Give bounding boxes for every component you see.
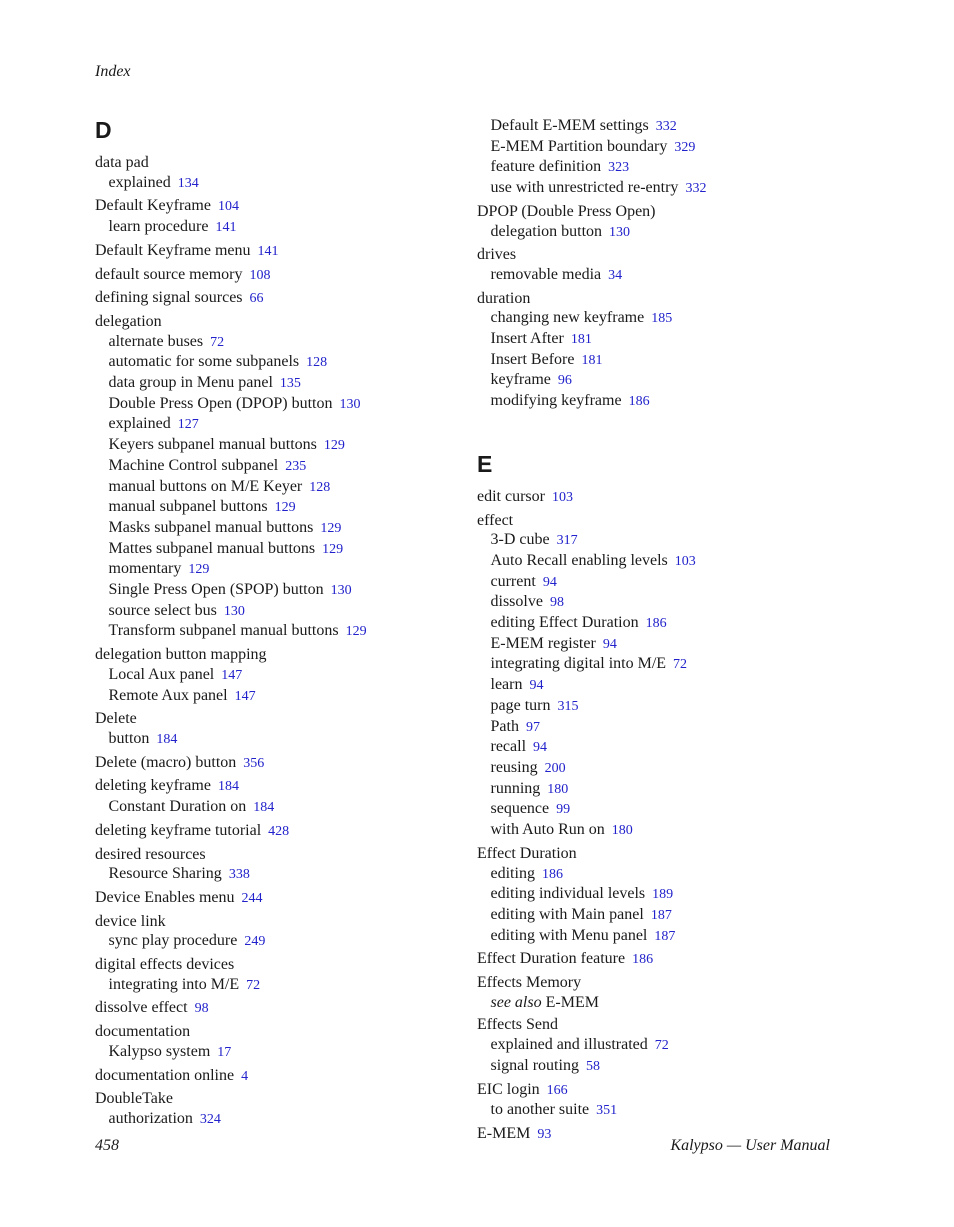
index-subentry xyxy=(477,799,827,820)
subentry-term: running xyxy=(490,779,541,797)
page-reference-link[interactable]: 98 xyxy=(549,595,564,611)
index-subentry xyxy=(95,217,445,238)
index-subentry xyxy=(477,551,827,572)
page-reference-link[interactable]: 94 xyxy=(542,574,557,590)
index-subentry xyxy=(477,1056,827,1077)
index-subentry xyxy=(477,530,827,551)
index-subentry xyxy=(95,1109,445,1130)
index-entry xyxy=(95,998,445,1019)
index-continuation xyxy=(477,116,827,199)
index-main-term xyxy=(95,709,445,729)
subentry-term: to another suite xyxy=(490,1101,590,1119)
main-term-text: Effects Memory xyxy=(477,974,582,992)
index-subentry xyxy=(477,370,827,391)
index-subentry xyxy=(477,779,827,800)
index-entry xyxy=(477,973,827,1012)
page-reference-link[interactable]: 329 xyxy=(674,139,696,155)
page-reference-link[interactable]: 180 xyxy=(611,823,633,839)
index-subentry xyxy=(477,222,827,243)
subentry-term: feature definition xyxy=(490,158,602,176)
index-subentry xyxy=(477,905,827,926)
subentry-term: Local Aux panel xyxy=(108,665,215,683)
subentry-term: source select bus xyxy=(108,601,217,619)
subentry-term: Default E-MEM settings xyxy=(490,117,649,134)
index-subentry xyxy=(95,686,445,707)
index-entry xyxy=(477,1080,827,1121)
page-reference-link[interactable]: 315 xyxy=(557,698,579,714)
page-reference-link[interactable]: 72 xyxy=(246,977,261,993)
index-subentry xyxy=(95,332,445,353)
page-reference-link[interactable]: 187 xyxy=(650,907,672,923)
subentry-term: use with unrestricted re-entry xyxy=(490,179,679,197)
index-subentry xyxy=(95,477,445,498)
index-entry xyxy=(95,241,445,262)
page-reference-link[interactable]: 129 xyxy=(345,624,367,640)
page-reference-link[interactable]: 130 xyxy=(330,583,352,599)
page-reference-link[interactable]: 141 xyxy=(215,220,237,236)
subentry-term: editing individual levels xyxy=(490,885,646,903)
subentry-term: authorization xyxy=(108,1109,193,1127)
index-subentry xyxy=(477,675,827,696)
index-subentry xyxy=(95,373,445,394)
index-subentry xyxy=(95,797,445,818)
index-subentry xyxy=(95,456,445,477)
index-entry xyxy=(477,202,827,242)
subentry-term: editing xyxy=(490,864,535,882)
main-term-text: delegation xyxy=(95,312,162,330)
page-reference-link[interactable]: 58 xyxy=(585,1058,600,1074)
subentry-term: integrating into M/E xyxy=(108,975,240,993)
index-main-term xyxy=(477,949,827,970)
main-term-text: dissolve effect xyxy=(95,999,188,1017)
index-main-term xyxy=(477,1015,827,1035)
index-subentry xyxy=(95,601,445,622)
index-subentry xyxy=(477,391,827,412)
subentry-term: dissolve xyxy=(490,593,543,611)
index-entry xyxy=(95,753,445,774)
subentry-term: automatic for some subpanels xyxy=(108,353,300,371)
main-term-text: edit cursor xyxy=(477,487,545,505)
index-entry xyxy=(95,196,445,237)
index-main-term xyxy=(95,1089,445,1109)
subentry-term: editing Effect Duration xyxy=(490,614,639,632)
footer-title: Kalypso — User Manual xyxy=(670,1137,830,1154)
index-subentry xyxy=(477,308,827,329)
main-term-text: effect xyxy=(477,511,514,529)
main-term-text: Device Enables menu xyxy=(95,888,235,906)
index-subentry xyxy=(477,157,827,178)
page-reference-link[interactable]: 99 xyxy=(556,802,571,818)
index-entry xyxy=(95,776,445,817)
subentry-term: explained xyxy=(108,415,171,433)
page-reference-link[interactable]: 356 xyxy=(243,755,265,771)
index-subentry xyxy=(477,820,827,841)
page-reference-link[interactable]: 129 xyxy=(322,541,344,557)
page-reference-link[interactable]: 72 xyxy=(210,334,225,350)
subentry-term: delegation button xyxy=(490,222,603,240)
index-subentry xyxy=(477,572,827,593)
page-reference-link[interactable]: 128 xyxy=(309,479,331,495)
page-reference-link[interactable]: 323 xyxy=(608,160,630,176)
index-subentry xyxy=(95,435,445,456)
page-reference-link[interactable]: 332 xyxy=(655,119,677,134)
subentry-term: modifying keyframe xyxy=(490,392,622,410)
page-reference-link[interactable]: 130 xyxy=(223,603,245,619)
index-main-term xyxy=(95,1022,445,1042)
index-subentry xyxy=(477,654,827,675)
page-reference-link[interactable]: 184 xyxy=(156,731,178,747)
main-term-text: drives xyxy=(477,246,517,264)
index-subentry xyxy=(477,613,827,634)
main-term-text: Effects Send xyxy=(477,1016,559,1034)
index-column-left xyxy=(95,116,445,1130)
subentry-term: removable media xyxy=(490,265,602,283)
index-subentry xyxy=(477,737,827,758)
index-subentry xyxy=(477,926,827,947)
index-subentry xyxy=(477,717,827,738)
index-main-term xyxy=(95,998,445,1019)
main-term-text: Default Keyframe xyxy=(95,197,211,215)
index-entry xyxy=(95,645,445,706)
index-subentry xyxy=(477,1035,827,1056)
index-entry xyxy=(477,844,827,947)
index-main-term xyxy=(477,973,827,993)
page-reference-link[interactable]: 185 xyxy=(651,311,673,327)
index-entry xyxy=(95,845,445,885)
subentry-term: Double Press Open (DPOP) button xyxy=(108,394,333,412)
index-entry xyxy=(95,265,445,286)
index-subentry xyxy=(477,137,827,158)
page-reference-link[interactable]: 235 xyxy=(285,458,307,474)
index-main-term xyxy=(477,487,827,508)
subentry-term: Kalypso system xyxy=(108,1042,211,1060)
subentry-term: page turn xyxy=(490,696,551,714)
page-reference-link[interactable]: 244 xyxy=(241,890,263,906)
index-subentry xyxy=(477,350,827,371)
index-main-term xyxy=(477,511,827,531)
index-entry xyxy=(95,888,445,909)
page-reference-link[interactable]: 108 xyxy=(249,267,271,283)
page-reference-link[interactable]: 128 xyxy=(306,355,328,371)
page-reference-link[interactable]: 94 xyxy=(533,740,548,756)
page-reference-link[interactable]: 103 xyxy=(674,553,696,569)
subentry-term: changing new keyframe xyxy=(490,309,645,327)
subentry-term: keyframe xyxy=(490,371,551,389)
index-main-term xyxy=(95,821,445,842)
index-entry xyxy=(95,955,445,995)
index-subentry xyxy=(477,696,827,717)
index-main-term xyxy=(95,845,445,865)
main-term-text: defining signal sources xyxy=(95,289,243,307)
index-entry xyxy=(95,1066,445,1087)
index-subentry xyxy=(477,634,827,655)
page-reference-link[interactable]: 96 xyxy=(557,373,572,389)
index-main-term xyxy=(95,1066,445,1087)
index-entry xyxy=(477,289,827,412)
subentry-term: Constant Duration on xyxy=(108,798,247,816)
subentry-term: learn procedure xyxy=(108,218,209,236)
index-entry xyxy=(95,153,445,193)
index-entry xyxy=(477,487,827,508)
index-entry xyxy=(477,1015,827,1076)
subentry-term: button xyxy=(108,729,150,747)
index-main-term xyxy=(477,1080,827,1101)
index-subentry xyxy=(477,758,827,779)
page-reference-link[interactable]: 147 xyxy=(234,688,256,704)
page-reference-link[interactable]: 249 xyxy=(244,934,266,950)
page-reference-link[interactable]: 135 xyxy=(279,376,301,392)
index-subentry xyxy=(95,352,445,373)
index-entry xyxy=(95,912,445,952)
main-term-text: default source memory xyxy=(95,265,243,283)
section-letter-heading: D xyxy=(95,117,112,143)
page-reference-link[interactable]: 428 xyxy=(268,823,290,839)
index-subentry xyxy=(477,864,827,885)
index-main-term xyxy=(95,153,445,173)
page-reference-link[interactable]: 189 xyxy=(652,887,674,903)
main-term-text: documentation online xyxy=(95,1066,235,1084)
index-subentry xyxy=(95,729,445,750)
index-subentry xyxy=(95,975,445,996)
page-reference-link[interactable]: 103 xyxy=(551,489,573,505)
index-subentry xyxy=(477,592,827,613)
page-reference-link[interactable]: 130 xyxy=(609,224,631,240)
page-reference-link[interactable]: 186 xyxy=(541,866,563,882)
subentry-term: Resource Sharing xyxy=(108,865,222,883)
index-subentry xyxy=(95,665,445,686)
page-reference-link[interactable]: 186 xyxy=(628,394,650,410)
page-reference-link[interactable]: 93 xyxy=(537,1126,552,1142)
main-term-text: deleting keyframe tutorial xyxy=(95,821,262,839)
page-reference-link[interactable]: 166 xyxy=(546,1082,568,1098)
main-term-text: data pad xyxy=(95,154,149,171)
page-reference-link[interactable]: 141 xyxy=(257,243,279,259)
subentry-term: Mattes subpanel manual buttons xyxy=(108,539,316,557)
index-main-term xyxy=(95,241,445,262)
index-entry xyxy=(95,709,445,749)
subentry-term: manual buttons on M/E Keyer xyxy=(108,477,303,495)
index-subentry xyxy=(95,559,445,580)
subentry-term: momentary xyxy=(108,560,182,578)
page-reference-link[interactable]: 129 xyxy=(188,562,210,578)
subentry-term: explained and illustrated xyxy=(490,1036,648,1054)
subentry-term: Keyers subpanel manual buttons xyxy=(108,436,317,454)
main-term-text: delegation button mapping xyxy=(95,646,267,664)
index-entry xyxy=(95,288,445,309)
main-term-text: Delete (macro) button xyxy=(95,753,237,771)
main-term-text: device link xyxy=(95,912,166,930)
index-main-term xyxy=(95,753,445,774)
page-reference-link[interactable]: 104 xyxy=(217,199,239,215)
subentry-term: Single Press Open (SPOP) button xyxy=(108,581,324,599)
subentry-term: Path xyxy=(490,717,519,735)
index-subentry xyxy=(477,265,827,286)
main-term-text: duration xyxy=(477,289,531,307)
page-reference-link[interactable]: 130 xyxy=(339,396,361,412)
index-entry xyxy=(477,511,827,841)
page-reference-link[interactable]: 72 xyxy=(654,1038,669,1054)
main-term-text: Effect Duration xyxy=(477,844,577,862)
subentry-term: editing with Menu panel xyxy=(490,926,648,944)
page-reference-link[interactable]: 129 xyxy=(320,520,342,536)
index-subentry xyxy=(95,497,445,518)
page-reference-link[interactable]: 98 xyxy=(194,1001,209,1017)
page-reference-link[interactable]: 338 xyxy=(228,867,250,883)
index-main-term xyxy=(95,265,445,286)
index-subentry xyxy=(477,116,827,137)
subentry-term: E-MEM register xyxy=(490,634,596,652)
page-reference-link[interactable]: 94 xyxy=(602,636,617,652)
page-reference-link[interactable]: 134 xyxy=(177,175,199,191)
page-reference-link[interactable]: 127 xyxy=(177,417,199,433)
index-entry xyxy=(477,949,827,970)
page-reference-link[interactable]: 97 xyxy=(525,719,540,735)
subentry-term: sync play procedure xyxy=(108,932,238,950)
page-reference-link[interactable]: 186 xyxy=(632,952,654,968)
index-main-term xyxy=(477,844,827,864)
index-subentry xyxy=(477,329,827,350)
main-term-text: Default Keyframe menu xyxy=(95,241,251,259)
page-reference-link[interactable]: 181 xyxy=(581,352,603,368)
main-term-text: Effect Duration feature xyxy=(477,950,626,968)
main-term-text: DoubleTake xyxy=(95,1090,173,1108)
subentry-term: integrating digital into M/E xyxy=(490,655,667,673)
index-subentry xyxy=(477,1100,827,1121)
section-letter-heading: E xyxy=(477,450,493,477)
page-reference-link[interactable]: 324 xyxy=(199,1111,221,1127)
subentry-term: current xyxy=(490,572,536,590)
index-subentry xyxy=(95,931,445,952)
subentry-term: data group in Menu panel xyxy=(108,374,273,392)
main-term-text: documentation xyxy=(95,1023,191,1041)
subentry-term: E-MEM Partition boundary xyxy=(490,137,668,155)
page-reference-link[interactable]: 72 xyxy=(673,657,688,673)
index-main-term xyxy=(477,289,827,309)
page-reference-link[interactable]: 4 xyxy=(241,1068,249,1084)
index-main-term xyxy=(95,888,445,909)
index-subentry xyxy=(477,884,827,905)
index-main-term xyxy=(95,776,445,797)
index-subentry xyxy=(95,621,445,642)
subentry-term: Remote Aux panel xyxy=(108,686,228,704)
subentry-term: manual subpanel buttons xyxy=(108,498,268,516)
page-reference-link[interactable]: 129 xyxy=(274,500,296,516)
main-term-text: EIC login xyxy=(477,1080,540,1098)
page-reference-link[interactable]: 129 xyxy=(323,438,345,454)
index-entry xyxy=(477,245,827,285)
subentry-term: sequence xyxy=(490,800,550,818)
main-term-text: Delete xyxy=(95,710,137,728)
index-main-term xyxy=(95,955,445,975)
page-number: 458 xyxy=(95,1137,119,1154)
index-subentry xyxy=(95,580,445,601)
main-term-text: digital effects devices xyxy=(95,956,235,974)
page-reference-link[interactable]: 66 xyxy=(249,291,264,307)
index-subentry xyxy=(477,178,827,199)
index-column-right xyxy=(477,116,827,1145)
index-subentry xyxy=(95,518,445,539)
subentry-term: Transform subpanel manual buttons xyxy=(108,622,339,640)
index-subentry xyxy=(95,414,445,435)
main-term-text: desired resources xyxy=(95,845,206,863)
index-subentry xyxy=(95,539,445,560)
page-reference-link[interactable]: 184 xyxy=(217,779,239,795)
index-entry xyxy=(95,821,445,842)
subentry-term: 3-D cube xyxy=(490,531,550,549)
running-head: Index xyxy=(95,63,131,80)
subentry-term: alternate buses xyxy=(108,332,204,350)
subentry-term: explained xyxy=(108,173,171,191)
page-reference-link[interactable]: 317 xyxy=(556,533,578,549)
section-gap xyxy=(477,412,827,450)
index-main-term xyxy=(95,288,445,309)
subentry-term: Masks subpanel manual buttons xyxy=(108,518,314,536)
page-reference-link[interactable]: 180 xyxy=(547,781,569,797)
subentry-term: learn xyxy=(490,676,523,694)
page-reference-link[interactable]: 34 xyxy=(608,267,623,283)
subentry-term: Insert After xyxy=(490,330,564,348)
index-main-term xyxy=(477,202,827,222)
page-reference-link[interactable]: 186 xyxy=(645,616,667,632)
subentry-term: Auto Recall enabling levels xyxy=(490,551,668,569)
page-reference-link[interactable]: 351 xyxy=(596,1103,618,1119)
main-term-text: deleting keyframe xyxy=(95,777,211,795)
page-reference-link[interactable]: 17 xyxy=(217,1044,232,1060)
index-subentry xyxy=(95,394,445,415)
index-subentry xyxy=(95,173,445,194)
page-reference-link[interactable]: 187 xyxy=(654,928,676,944)
page-reference-link[interactable]: 94 xyxy=(529,678,544,694)
subentry-term: Machine Control subpanel xyxy=(108,456,279,474)
index-main-term xyxy=(477,245,827,265)
see-also-label: see also xyxy=(490,993,542,1011)
index-main-term xyxy=(95,645,445,665)
page-reference-link[interactable]: 184 xyxy=(253,800,275,816)
page-reference-link[interactable]: 147 xyxy=(221,667,243,683)
subentry-term: E-MEM xyxy=(545,993,599,1011)
subentry-term: with Auto Run on xyxy=(490,821,605,839)
index-main-term xyxy=(95,196,445,217)
index-entry xyxy=(95,1022,445,1062)
index-subentry xyxy=(95,1042,445,1063)
page-reference-link[interactable]: 181 xyxy=(570,332,592,348)
index-main-term xyxy=(95,912,445,932)
index-main-term xyxy=(95,312,445,332)
index-entry xyxy=(95,1089,445,1129)
main-term-text: E-MEM xyxy=(477,1124,531,1142)
subentry-term: reusing xyxy=(490,758,538,776)
subentry-term: signal routing xyxy=(490,1056,579,1074)
page-reference-link[interactable]: 200 xyxy=(544,760,566,776)
page-reference-link[interactable]: 332 xyxy=(685,181,707,197)
index-entry xyxy=(95,312,445,642)
subentry-term: Insert Before xyxy=(490,350,575,368)
subentry-term: recall xyxy=(490,738,527,756)
index-subentry xyxy=(95,864,445,885)
main-term-text: DPOP (Double Press Open) xyxy=(477,202,656,220)
index-subentry xyxy=(477,993,827,1013)
subentry-term: editing with Main panel xyxy=(490,905,644,923)
